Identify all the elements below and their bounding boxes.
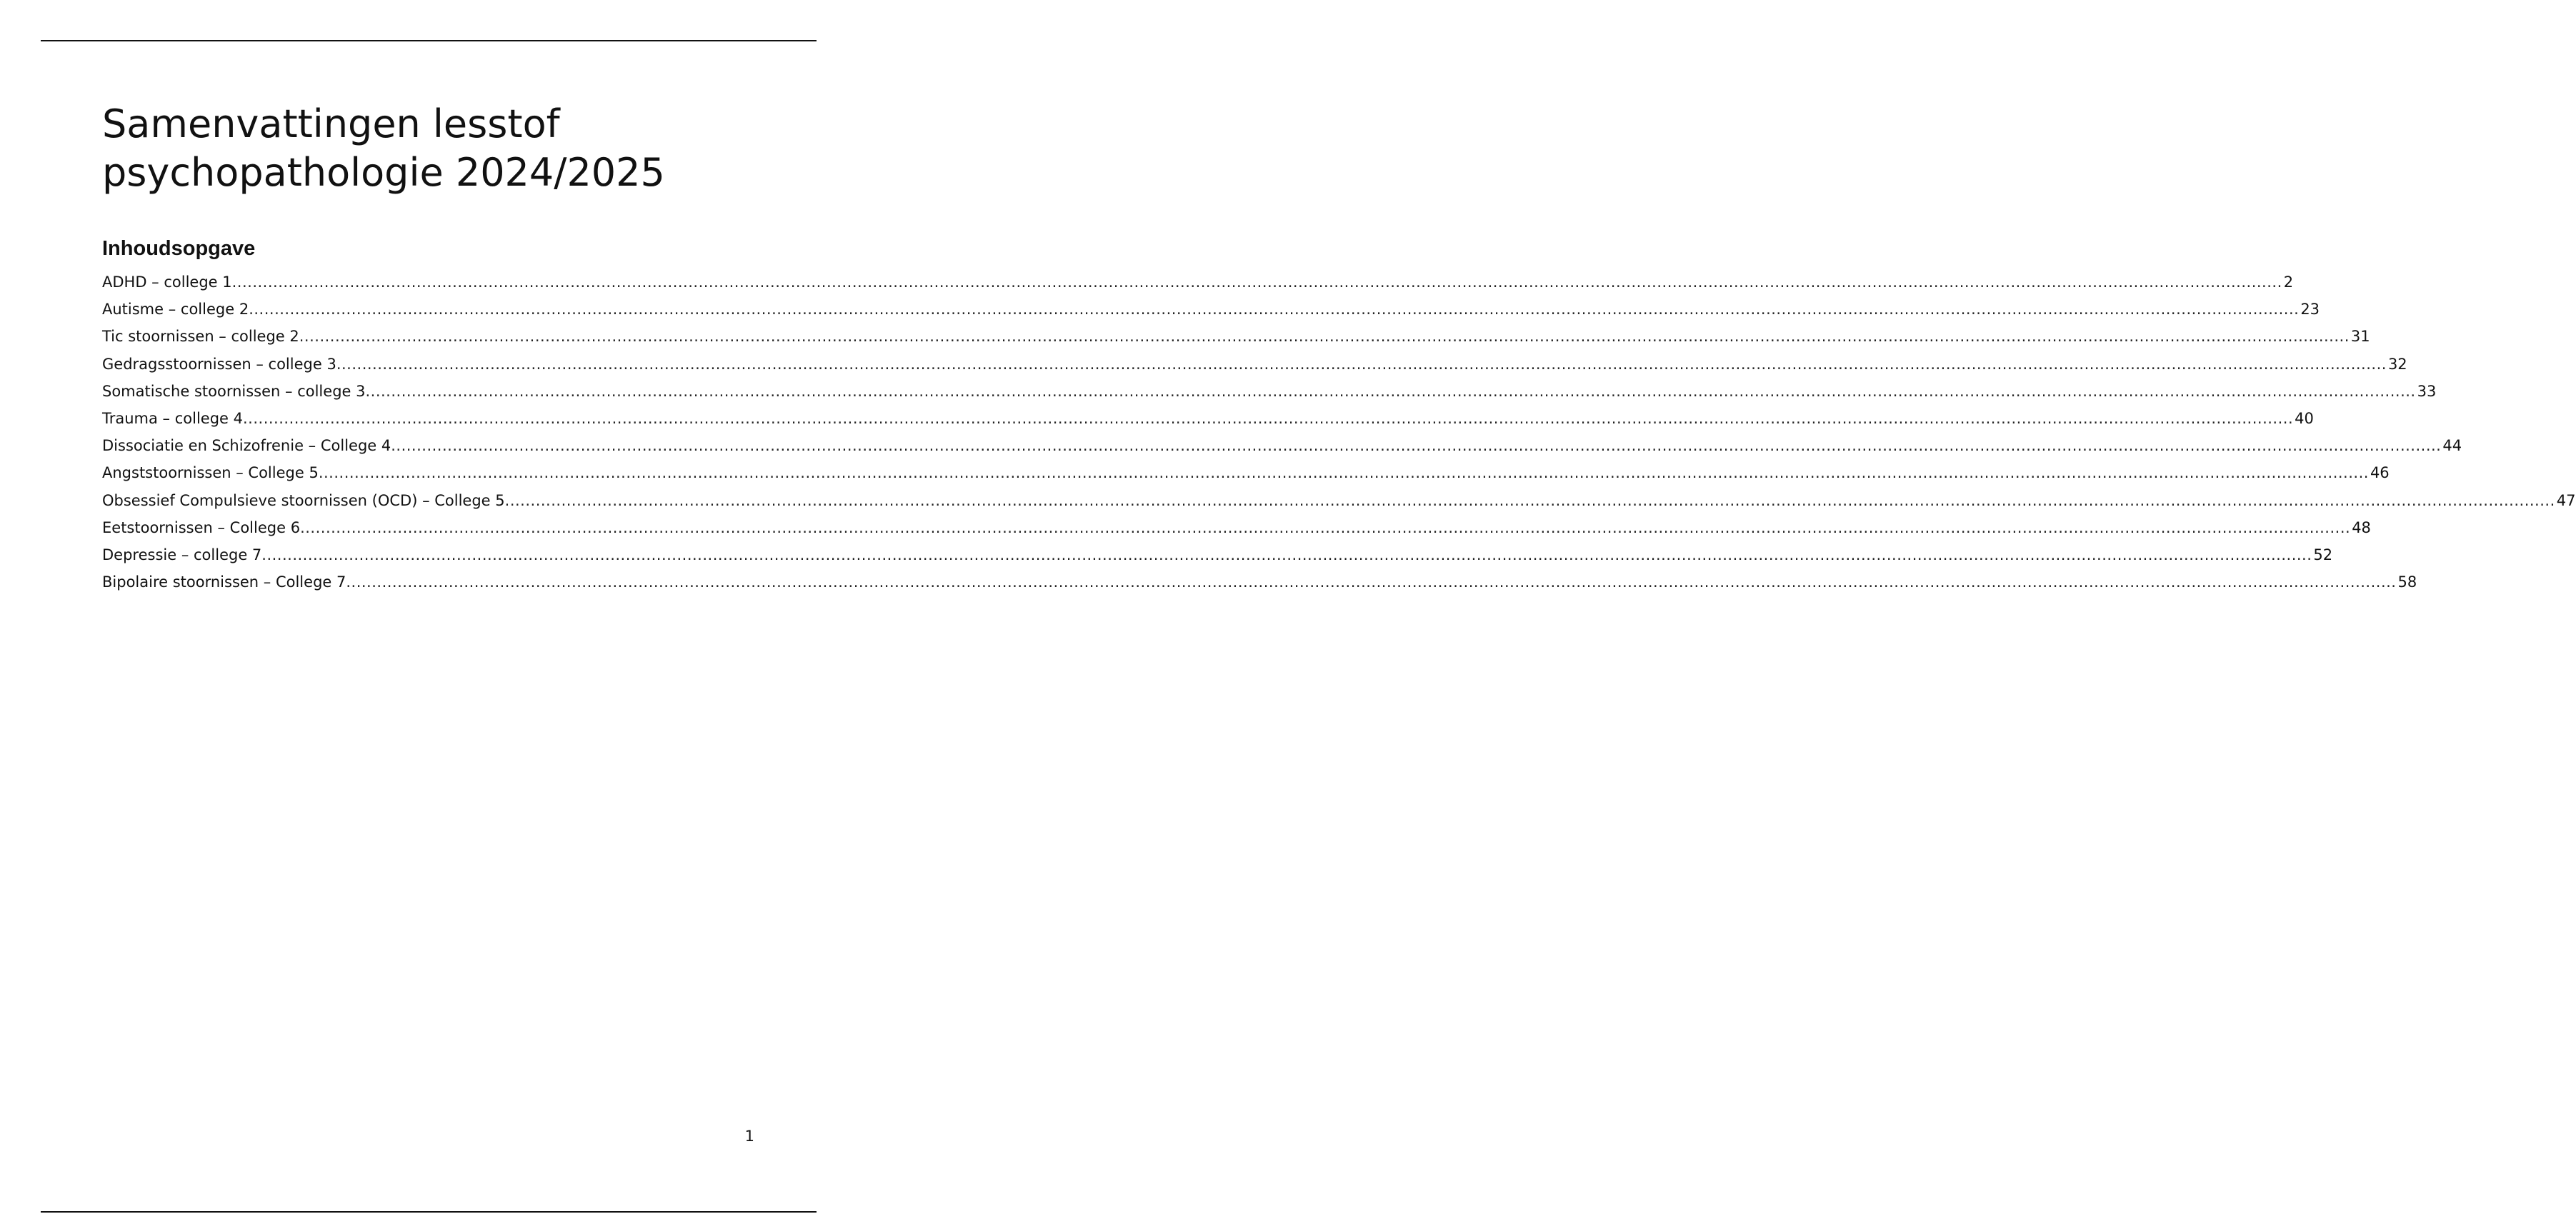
toc-entry-page: 48 [2352, 518, 2371, 536]
page-content [102, 100, 2576, 596]
toc-dot-leader: ................................................................................................................................................................................................................................................................................................................................................................................................................ [365, 382, 2416, 400]
toc-entry[interactable] [102, 296, 2320, 323]
toc-entry-label: Bipolaire stoornissen – College 7 [102, 573, 346, 591]
toc-entry-page: 46 [2370, 464, 2390, 482]
table-of-contents [102, 269, 2576, 596]
toc-entry[interactable] [102, 459, 2390, 486]
header-rule [41, 40, 817, 41]
toc-dot-leader: ................................................................................................................................................................................................................................................................................................................................................................................................................ [346, 573, 2397, 591]
toc-entry-page: 2 [2283, 274, 2294, 291]
toc-entry-label: Trauma – college 4 [102, 409, 243, 427]
toc-entry[interactable] [102, 269, 2294, 296]
toc-entry-label: Gedragsstoornissen – college 3 [102, 355, 336, 373]
toc-entry-label: Eetstoornissen – College 6 [102, 518, 301, 536]
toc-entry-page: 40 [2295, 409, 2314, 427]
footer-rule [41, 1211, 817, 1213]
toc-entry[interactable] [102, 432, 2462, 459]
toc-entry[interactable] [102, 568, 2417, 596]
toc-dot-leader: ................................................................................................................................................................................................................................................................................................................................................................................................................ [391, 437, 2442, 455]
toc-entry-page: 47 [2556, 491, 2576, 509]
toc-dot-leader: ................................................................................................................................................................................................................................................................................................................................................................................................................ [504, 491, 2555, 509]
toc-entry-page: 52 [2313, 546, 2333, 563]
toc-entry-label: Autisme – college 2 [102, 301, 249, 318]
toc-entry-label: Dissociatie en Schizofrenie – College 4 [102, 437, 391, 455]
toc-dot-leader: ................................................................................................................................................................................................................................................................................................................................................................................................................ [261, 546, 2312, 563]
toc-dot-leader: ................................................................................................................................................................................................................................................................................................................................................................................................................ [318, 464, 2369, 482]
toc-entry-page: 44 [2442, 437, 2462, 455]
title-line-1: Samenvattingen lesstof [102, 101, 560, 146]
toc-entry-page: 32 [2387, 355, 2407, 373]
toc-entry-page: 58 [2397, 573, 2417, 591]
toc-entry-label: Angststoornissen – College 5 [102, 464, 319, 482]
toc-entry-label: Tic stoornissen – college 2 [102, 328, 299, 346]
toc-dot-leader: ................................................................................................................................................................................................................................................................................................................................................................................................................ [299, 328, 2350, 346]
toc-entry-label: Somatische stoornissen – college 3 [102, 382, 366, 400]
toc-heading: Inhoudsopgave [102, 237, 256, 260]
toc-dot-leader: ................................................................................................................................................................................................................................................................................................................................................................................................................ [249, 301, 2300, 318]
toc-entry-label: Obsessief Compulsieve stoornissen (OCD) – College 5 [102, 491, 505, 509]
toc-entry[interactable] [102, 323, 2370, 350]
toc-entry-label: Depressie – college 7 [102, 546, 262, 563]
toc-dot-leader: ................................................................................................................................................................................................................................................................................................................................................................................................................ [300, 518, 2351, 536]
toc-entry-page: 23 [2300, 301, 2320, 318]
toc-dot-leader: ................................................................................................................................................................................................................................................................................................................................................................................................................ [336, 355, 2387, 373]
toc-entry[interactable] [102, 351, 2407, 378]
toc-entry[interactable] [102, 487, 2576, 514]
page-number: 1 [744, 1128, 754, 1145]
toc-entry[interactable] [102, 405, 2314, 432]
toc-entry-page: 31 [2350, 328, 2370, 346]
title-line-2: psychopathologie 2024/2025 [102, 150, 665, 195]
toc-entry[interactable] [102, 514, 2371, 541]
toc-dot-leader: ................................................................................................................................................................................................................................................................................................................................................................................................................ [243, 409, 2294, 427]
toc-dot-leader: ................................................................................................................................................................................................................................................................................................................................................................................................................ [231, 274, 2282, 291]
toc-entry[interactable] [102, 541, 2333, 568]
toc-entry[interactable] [102, 378, 2437, 405]
document-title [102, 100, 754, 197]
toc-entry-label: ADHD – college 1 [102, 274, 232, 291]
toc-entry-page: 33 [2417, 382, 2437, 400]
